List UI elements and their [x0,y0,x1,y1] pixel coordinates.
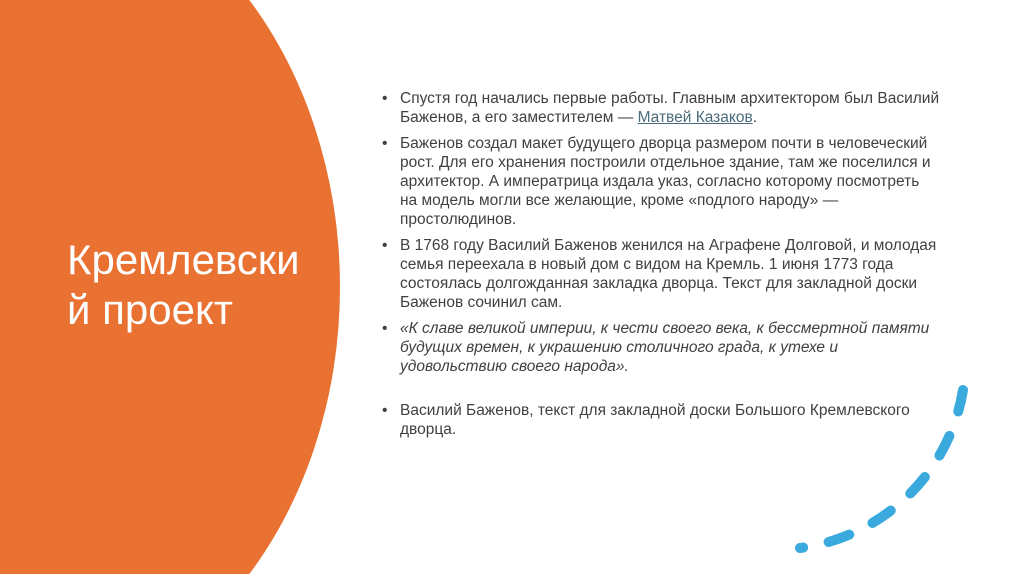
bullet-item-marriage [380,236,940,312]
bullet-marker: • [382,320,388,337]
bullet-text: В 1768 году Василий Баженов женился на Аграфене Долговой, и молодая семья переехала в новый дом с видом на Кремль. 1 июня 1773 года состоялась долгожданная закладка дворца. Текст для закладной доски Баженов сочинил сам. [400,237,937,311]
bullet-marker: • [382,402,388,419]
quote-text: «К славе великой империи, к чести своего века, к бессмертной памяти будущих времен, к украшению столичного града, к утехе и удовольствию своего народа». [400,320,930,375]
bullet-item-quote [380,319,940,376]
bullet-text [400,89,940,127]
dashed-arc-decoration [780,370,980,570]
bullet-marker: • [382,135,388,152]
bullet-text-segment: . [752,109,758,126]
bullet-text: Баженов создал макет будущего дворца размером почти в человеческий рост. Для его хранения построили отдельное здание, там же поселился и архитектор. А императрица издала указ, согласно которому посмотреть на модель могли все желающие, кроме «подлого народу» — простолюдинов. [400,135,931,228]
bullet-marker: • [382,90,388,107]
bullet-item-first-works [380,89,940,127]
kazakov-link[interactable]: Матвей Казаков [637,109,753,126]
bullet-text-segment: Спустя год начались первые работы. Главным архитектором был Василий Баженов, а его заместителем — [400,90,940,126]
bullet-item-model [380,134,940,229]
slide-title: Кремлевский проект [67,236,300,333]
bullet-marker: • [382,237,388,254]
attribution-text: Василий Баженов, текст для закладной доски Большого Кремлевского дворца. [400,402,910,438]
